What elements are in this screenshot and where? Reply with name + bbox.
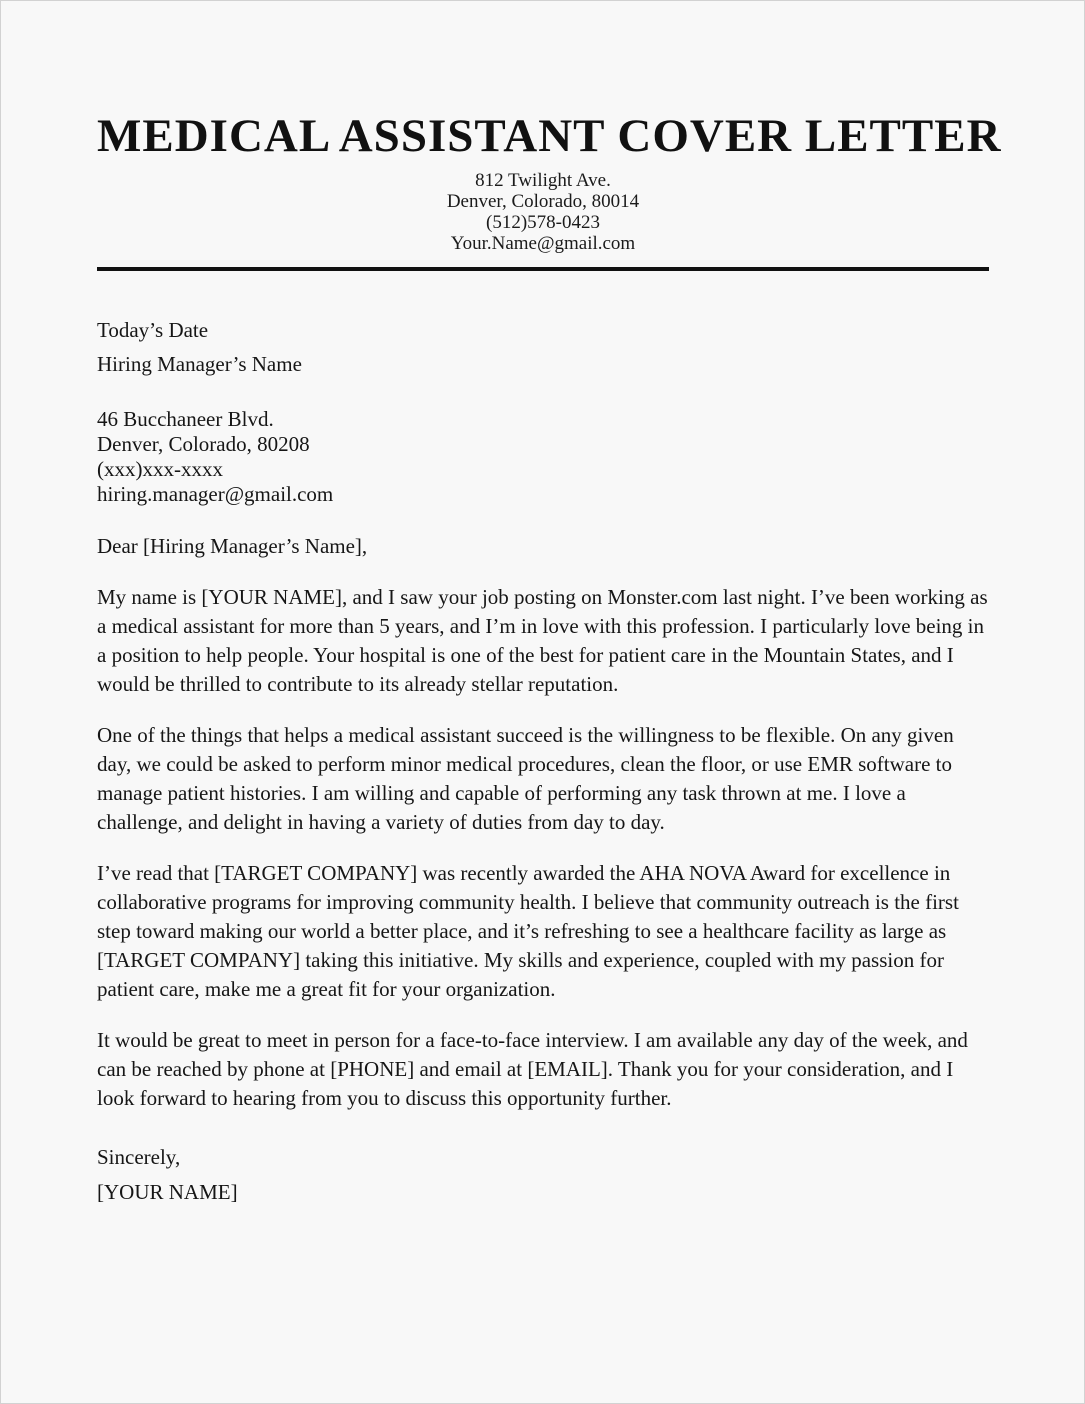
date-line: Today’s Date [97,318,209,342]
sender-phone: (512)578-0423 [486,212,600,233]
sender-email: Your.Name@gmail.com [450,233,636,254]
recipient-street: 46 Bucchaneer Blvd. [97,407,274,431]
hiring-manager-line: Hiring Manager’s Name [97,352,302,376]
paragraph-call-to-action: It would be great to meet in person for a face-to-face interview. I am available any day of the week, and can be reached by phone at [PHONE] and email at [EMAIL]. Thank you for your consideration, and I look forward to hearing from you to discuss this opportunity further. [97,1028,968,1110]
paragraph-flexibility: One of the things that helps a medical assistant succeed is the willingness to be flexible. On any given day, we could be asked to perform minor medical procedures, clean the floor, or use EMR software to manage patient histories. I am willing and capable of performing any task thrown at me. I love a challenge, and delight in having a variety of duties from day to day. [97,723,954,834]
sender-city: Denver, Colorado, 80014 [446,191,640,212]
letter-body [97,317,989,1207]
recipient-city: Denver, Colorado, 80208 [97,432,310,456]
letter-header [97,110,1002,271]
recipient-block [97,407,989,507]
header-divider [97,267,989,271]
paragraph-intro: My name is [YOUR NAME], and I saw your job posting on Monster.com last night. I’ve been working as a medical assistant for more than 5 years, and I’m in love with this profession. I particularly love being in a position to help people. Your hospital is one of the best for patient care in the Mountain States, and I would be thrilled to contribute to its already stellar reputation. [97,585,988,696]
recipient-email: hiring.manager@gmail.com [97,482,334,506]
paragraph-company-praise: I’ve read that [TARGET COMPANY] was recently awarded the AHA NOVA Award for excellence in collaborative programs for improving community health. I believe that community outreach is the first step toward making our world a better place, and it’s refreshing to see a healthcare facility as large as [TARGET COMPANY] taking this initiative. My skills and experience, coupled with my passion for patient care, make me a great fit for your organization. [97,861,959,1001]
recipient-phone: (xxx)xxx-xxxx [97,457,223,481]
salutation: Dear [Hiring Manager’s Name], [97,534,368,558]
closing: Sincerely, [97,1145,181,1169]
sender-street: 812 Twilight Ave. [475,170,611,191]
page-title: MEDICAL ASSISTANT COVER LETTER [97,110,1002,162]
sender-contact-block [97,170,989,254]
signature: [YOUR NAME] [97,1180,238,1204]
